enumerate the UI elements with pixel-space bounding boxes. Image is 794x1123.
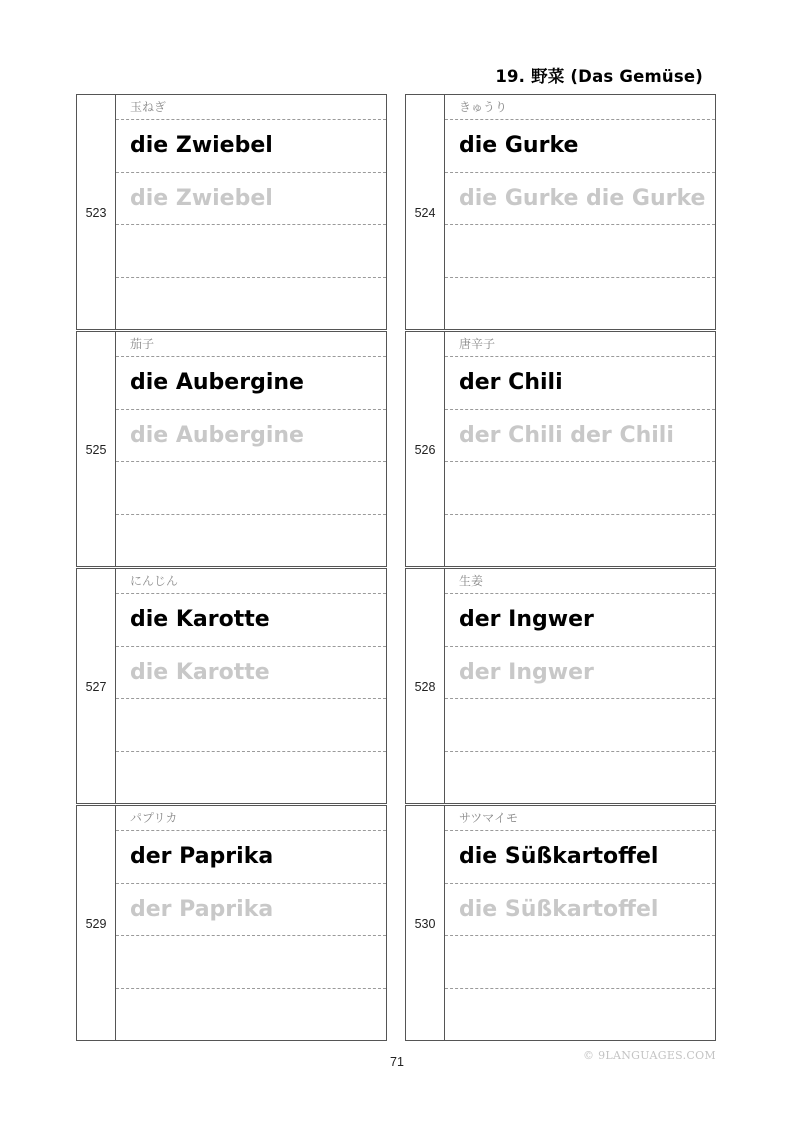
trace-word: der Ingwer <box>445 647 715 700</box>
blank-writing-line <box>445 752 715 805</box>
blank-writing-line <box>116 936 386 989</box>
japanese-hint: きゅうり <box>445 95 715 120</box>
blank-writing-line <box>116 278 386 331</box>
trace-word: die Karotte <box>116 647 386 700</box>
vocab-card <box>405 568 716 804</box>
blank-writing-line <box>445 225 715 278</box>
writing-rows <box>116 332 386 566</box>
blank-writing-line <box>116 225 386 278</box>
writing-rows <box>445 569 715 803</box>
writing-rows <box>116 569 386 803</box>
number-column <box>406 569 445 803</box>
entry-number: 524 <box>414 206 436 220</box>
blank-writing-line <box>116 515 386 568</box>
vocab-card <box>405 94 716 330</box>
german-word: der Ingwer <box>445 594 715 647</box>
writing-rows <box>445 95 715 329</box>
german-word: die Zwiebel <box>116 120 386 173</box>
entry-number: 525 <box>85 443 107 457</box>
vocab-card <box>76 331 387 567</box>
japanese-hint: パプリカ <box>116 806 386 831</box>
german-word: die Süßkartoffel <box>445 831 715 884</box>
blank-writing-line <box>445 278 715 331</box>
number-column <box>77 95 116 329</box>
number-column <box>406 95 445 329</box>
german-word: die Karotte <box>116 594 386 647</box>
writing-rows <box>445 806 715 1040</box>
trace-word: der Chili der Chili <box>445 410 715 463</box>
japanese-hint: 唐辛子 <box>445 332 715 357</box>
number-column <box>77 806 116 1040</box>
number-column <box>77 332 116 566</box>
entry-number: 527 <box>85 680 107 694</box>
blank-writing-line <box>116 752 386 805</box>
entry-number: 523 <box>85 206 107 220</box>
blank-writing-line <box>445 462 715 515</box>
vocab-card <box>76 94 387 330</box>
trace-word: die Zwiebel <box>116 173 386 226</box>
writing-rows <box>116 95 386 329</box>
vocab-card <box>76 568 387 804</box>
blank-writing-line <box>445 699 715 752</box>
writing-rows <box>116 806 386 1040</box>
blank-writing-line <box>116 462 386 515</box>
trace-word: die Gurke die Gurke <box>445 173 715 226</box>
blank-writing-line <box>116 699 386 752</box>
entry-number: 526 <box>414 443 436 457</box>
trace-word: der Paprika <box>116 884 386 937</box>
copyright-notice: © 9LANGUAGES.COM <box>583 1049 716 1062</box>
trace-word: die Süßkartoffel <box>445 884 715 937</box>
japanese-hint: 茄子 <box>116 332 386 357</box>
number-column <box>406 806 445 1040</box>
japanese-hint: サツマイモ <box>445 806 715 831</box>
page-number: 71 <box>390 1055 404 1069</box>
number-column <box>406 332 445 566</box>
vocab-card <box>405 331 716 567</box>
vocab-card <box>76 805 387 1041</box>
german-word: die Gurke <box>445 120 715 173</box>
number-column <box>77 569 116 803</box>
blank-writing-line <box>445 936 715 989</box>
german-word: der Chili <box>445 357 715 410</box>
blank-writing-line <box>116 989 386 1042</box>
german-word: die Aubergine <box>116 357 386 410</box>
page-title: 19. 野菜 (Das Gemüse) <box>495 67 703 86</box>
japanese-hint: にんじん <box>116 569 386 594</box>
trace-word: die Aubergine <box>116 410 386 463</box>
entry-number: 529 <box>85 917 107 931</box>
entry-number: 530 <box>414 917 436 931</box>
writing-rows <box>445 332 715 566</box>
japanese-hint: 生姜 <box>445 569 715 594</box>
blank-writing-line <box>445 515 715 568</box>
japanese-hint: 玉ねぎ <box>116 95 386 120</box>
blank-writing-line <box>445 989 715 1042</box>
german-word: der Paprika <box>116 831 386 884</box>
entry-number: 528 <box>414 680 436 694</box>
vocab-card <box>405 805 716 1041</box>
